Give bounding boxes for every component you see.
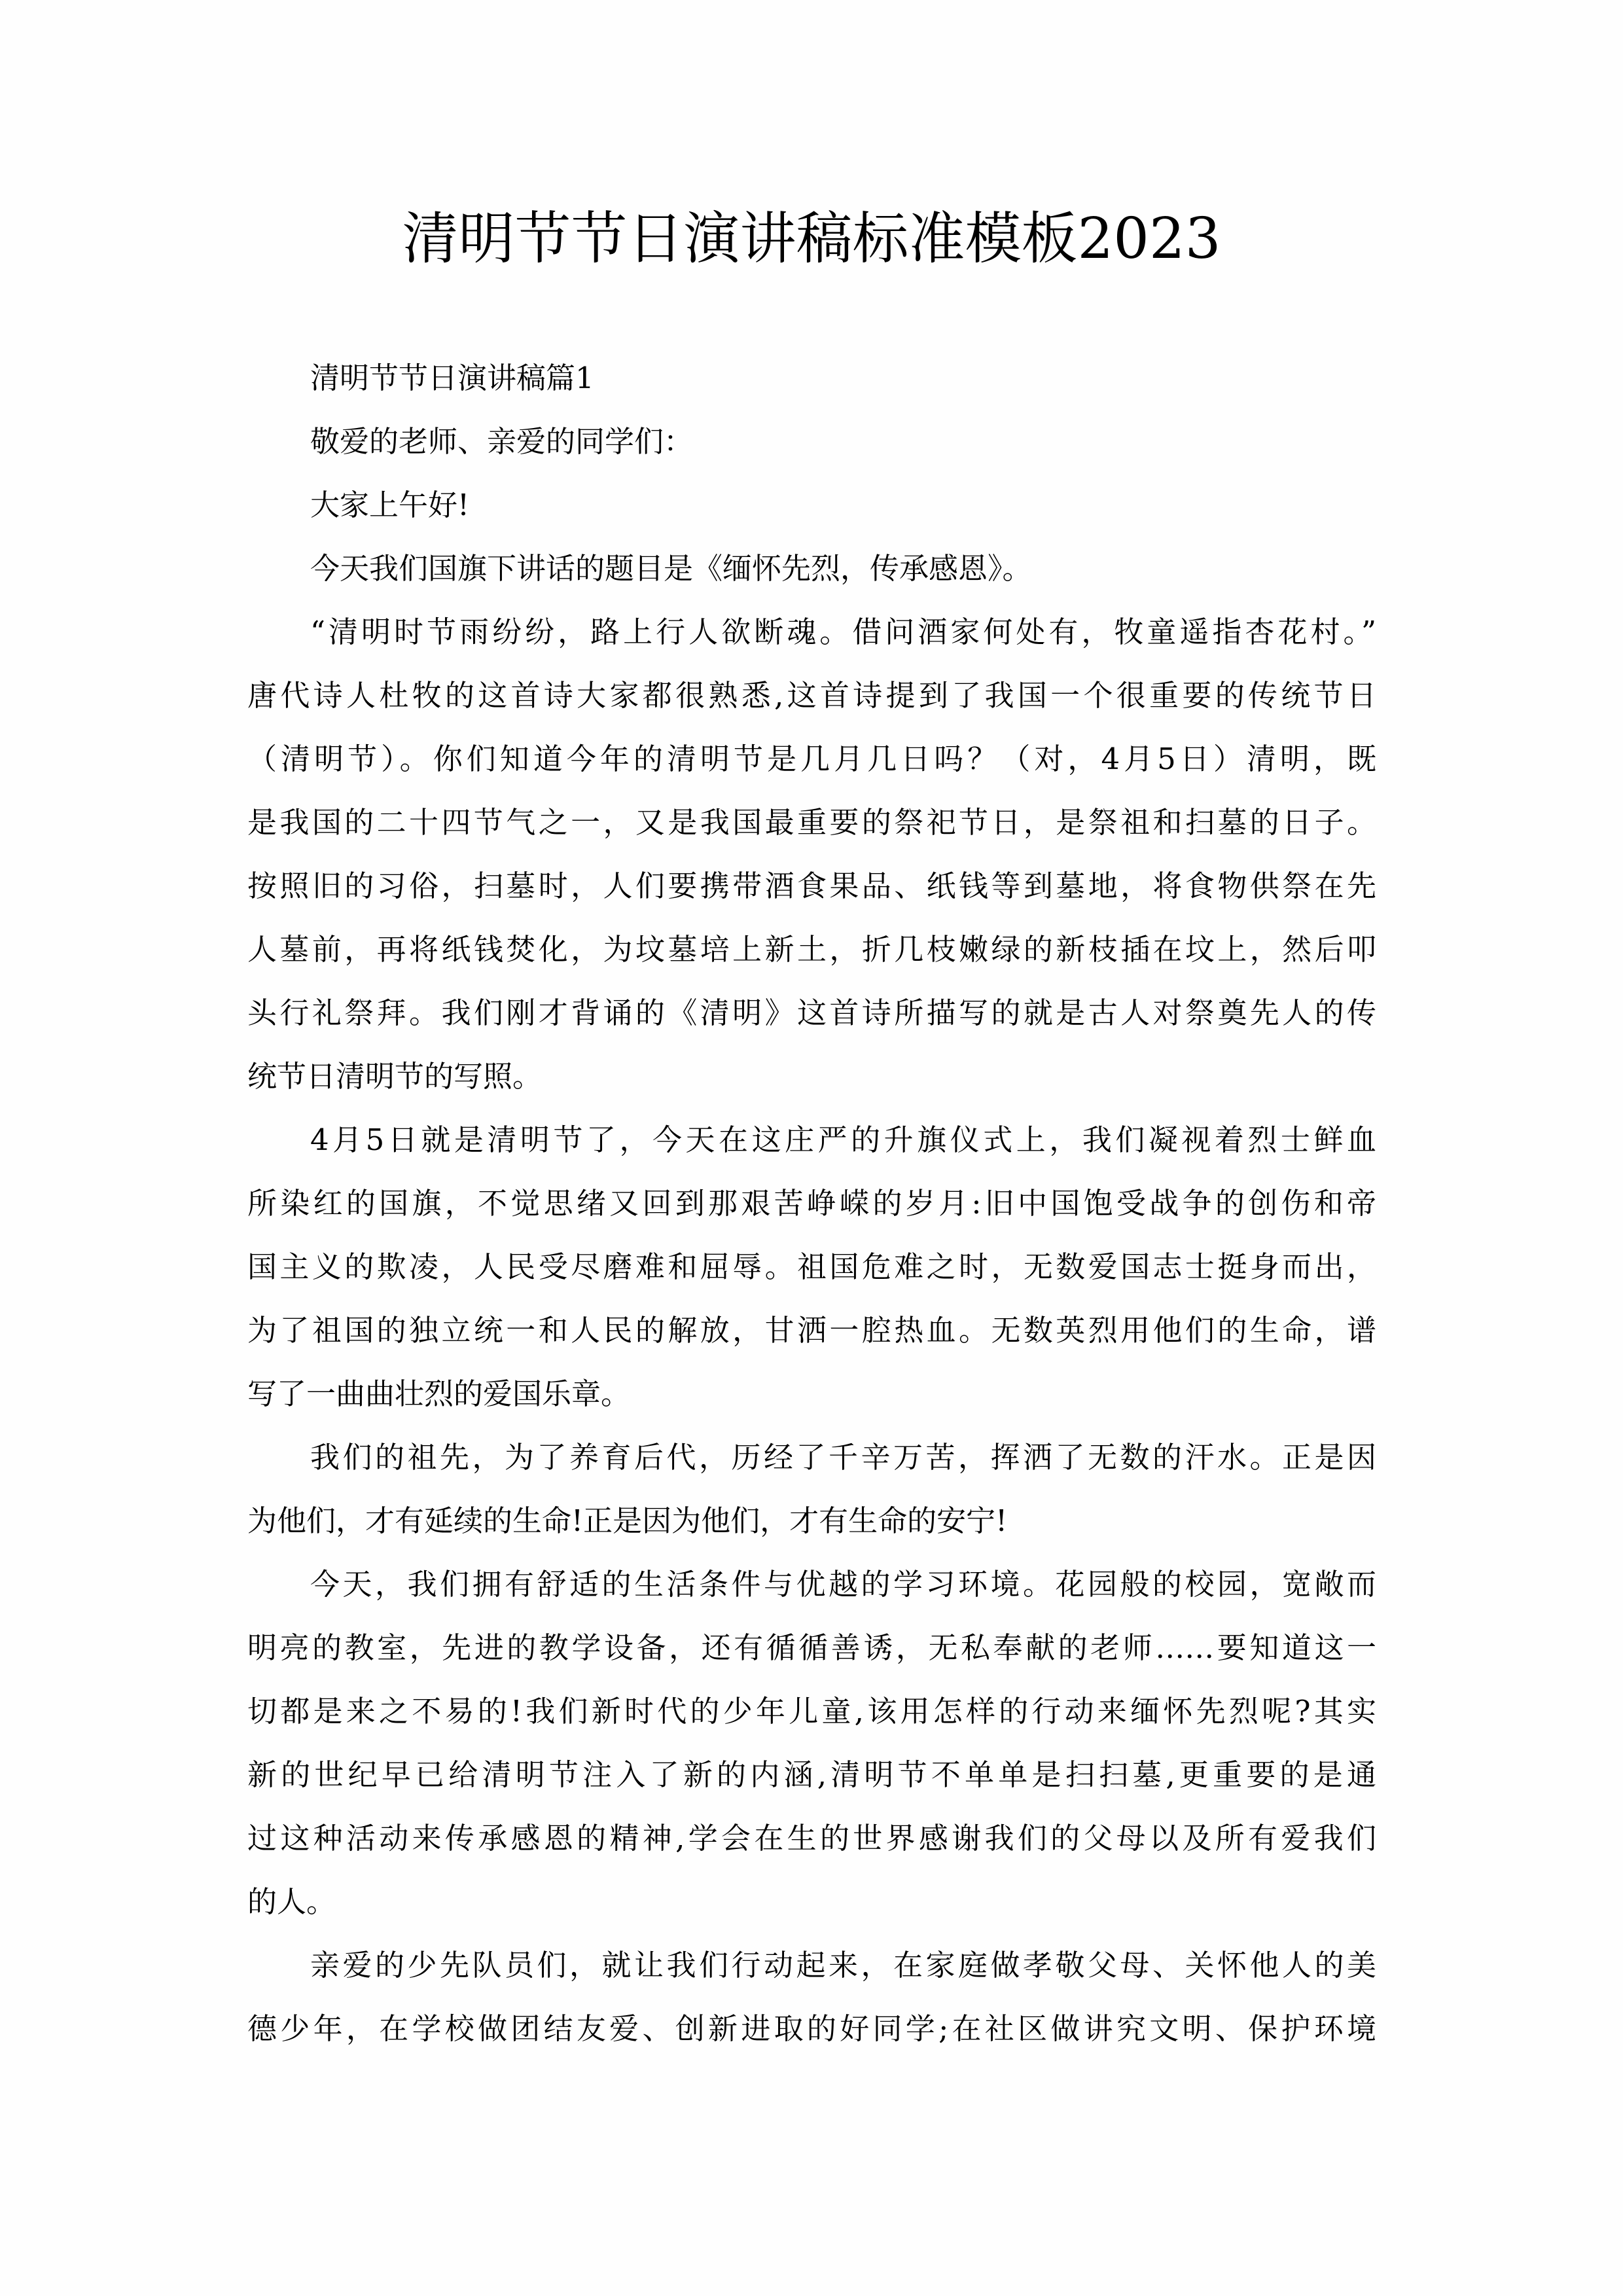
text-line: 统节日清明节的写照。 — [247, 1059, 543, 1094]
text-line: 人墓前，再将纸钱焚化，为坟墓培上新土，折几枝嫩绿的新枝插在坟上，然后叩 — [247, 932, 1376, 967]
text-line: 大家上午好! — [310, 488, 470, 522]
text-line: 明亮的教室，先进的教学设备，还有循循善诱，无私奉献的老师……要知道这一 — [247, 1630, 1376, 1665]
text-line: 唐代诗人杜牧的这首诗大家都很熟悉,这首诗提到了我国一个很重要的传统节日 — [247, 678, 1376, 713]
text-line: 切都是来之不易的!我们新时代的少年儿童,该用怎样的行动来缅怀先烈呢?其实 — [247, 1694, 1376, 1729]
text-line: 是我国的二十四节气之一，又是我国最重要的祭祀节日，是祭祖和扫墓的日子。 — [247, 805, 1376, 840]
text-line: 过这种活动来传承感恩的精神,学会在生的世界感谢我们的父母以及所有爱我们 — [247, 1821, 1376, 1856]
text-line: 清明节节日演讲稿篇1 — [310, 361, 594, 395]
text-line: 新的世纪早已给清明节注入了新的内涵,清明节不单单是扫扫墓,更重要的是通 — [247, 1757, 1376, 1792]
text-line: 的人。 — [247, 1884, 336, 1919]
text-line: “清明时节雨纷纷，路上行人欲断魂。借问酒家何处有，牧童遥指杏花村。” — [310, 615, 1376, 649]
text-line: 德少年，在学校做团结友爱、创新进取的好同学;在社区做讲究文明、保护环境 — [247, 2011, 1376, 2046]
text-line: 亲爱的少先队员们，就让我们行动起来，在家庭做孝敬父母、关怀他人的美 — [310, 1948, 1376, 1982]
text-line: 为了祖国的独立统一和人民的解放，甘洒一腔热血。无数英烈用他们的生命，谱 — [247, 1313, 1376, 1348]
text-line: 所染红的国旗，不觉思绪又回到那艰苦峥嵘的岁月:旧中国饱受战争的创伤和帝 — [247, 1186, 1376, 1221]
text-line: 4月5日就是清明节了，今天在这庄严的升旗仪式上，我们凝视着烈士鲜血 — [310, 1122, 1376, 1157]
text-line: 写了一曲曲壮烈的爱国乐章。 — [247, 1376, 631, 1411]
text-line: 今天，我们拥有舒适的生活条件与优越的学习环境。花园般的校园，宽敞而 — [310, 1567, 1376, 1602]
text-line: 我们的祖先，为了养育后代，历经了千辛万苦，挥洒了无数的汗水。正是因 — [310, 1440, 1376, 1475]
text-line: 按照旧的习俗，扫墓时，人们要携带酒食果品、纸钱等到墓地，将食物供祭在先 — [247, 869, 1376, 903]
text-line: （清明节）。你们知道今年的清明节是几月几日吗？（对，4月5日）清明，既 — [247, 742, 1376, 776]
text-line: 为他们，才有延续的生命!正是因为他们，才有生命的安宁! — [247, 1503, 1008, 1538]
text-line: 敬爱的老师、亲爱的同学们： — [310, 424, 694, 459]
text-line: 国主义的欺凌，人民受尽磨难和屈辱。祖国危难之时，无数爱国志士挺身而出， — [247, 1249, 1376, 1284]
page-title: 清明节节日演讲稿标准模板2023 — [402, 206, 1221, 272]
text-line: 今天我们国旗下讲话的题目是《缅怀先烈，传承感恩》。 — [310, 551, 1032, 586]
text-line: 头行礼祭拜。我们刚才背诵的《清明》这首诗所描写的就是古人对祭奠先人的传 — [247, 996, 1376, 1030]
